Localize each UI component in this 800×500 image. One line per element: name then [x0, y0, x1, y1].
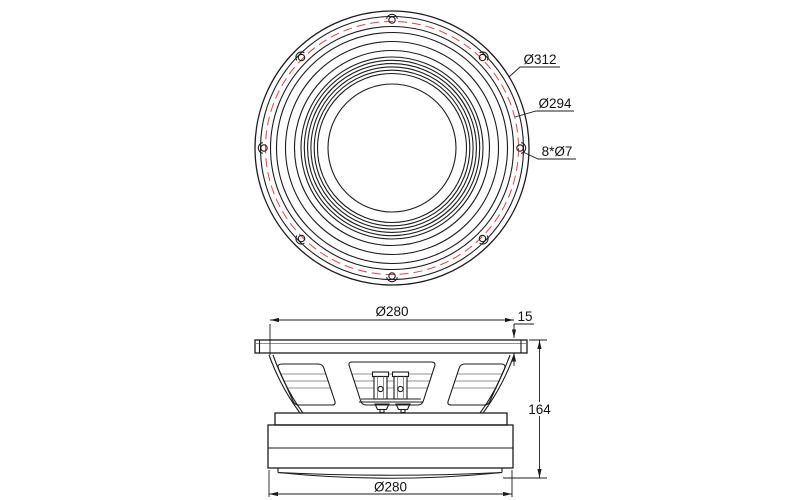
top-plate [275, 413, 507, 425]
terminal-post [393, 372, 411, 413]
label-bolt-circle-diameter: Ø294 [538, 96, 572, 111]
label-mounting-holes: 8*Ø7 [541, 144, 573, 159]
leader-line-outer-diameter [509, 67, 560, 77]
terminal-body [374, 377, 387, 400]
back-plate [278, 468, 502, 478]
side-view [255, 304, 552, 497]
front-view [255, 11, 576, 285]
dim-total-height [503, 340, 552, 478]
flange [255, 340, 527, 353]
outer-rim-circle [255, 11, 529, 285]
terminal-body [394, 377, 407, 400]
dust-cap-circle [328, 84, 456, 212]
mounting-hole [476, 50, 490, 64]
magnet-assembly [268, 413, 513, 478]
mounting-hole [294, 50, 308, 64]
dim-label-total-height: 164 [528, 402, 551, 417]
front-view-callouts [509, 52, 576, 159]
surround-ring-circle [295, 51, 490, 246]
dim-label-magnet-diameter: Ø280 [373, 479, 408, 495]
cone-lines [281, 374, 502, 388]
mounting-hole [476, 232, 490, 246]
terminal-assembly [359, 372, 423, 413]
cone-roll-circle [311, 67, 473, 229]
dim-label-flange-thickness: 15 [517, 309, 533, 324]
cone-roll-circle [318, 74, 467, 223]
flange-outline [255, 340, 527, 353]
basket-window-right [448, 364, 505, 405]
cone-roll-circle [308, 64, 477, 233]
dim-flange-thickness [512, 309, 534, 366]
label-outer-diameter: Ø312 [523, 52, 557, 67]
mounting-hole [294, 232, 308, 246]
basket [269, 355, 514, 413]
terminal-cap [393, 372, 409, 377]
rim-inner-circle [261, 17, 524, 280]
mounting-holes [258, 14, 525, 281]
dim-label-top-diameter: Ø280 [375, 304, 409, 319]
gasket-edge-circle [271, 27, 514, 270]
terminal-cap [373, 372, 389, 377]
basket-window-left [278, 364, 335, 405]
cone-roll-circle [314, 70, 470, 226]
back-plate-top-curve [278, 473, 502, 476]
magnet-ring [268, 425, 513, 468]
terminal-post [373, 372, 390, 413]
dim-top-diameter [270, 304, 514, 355]
cone-roll-circle [304, 60, 479, 235]
